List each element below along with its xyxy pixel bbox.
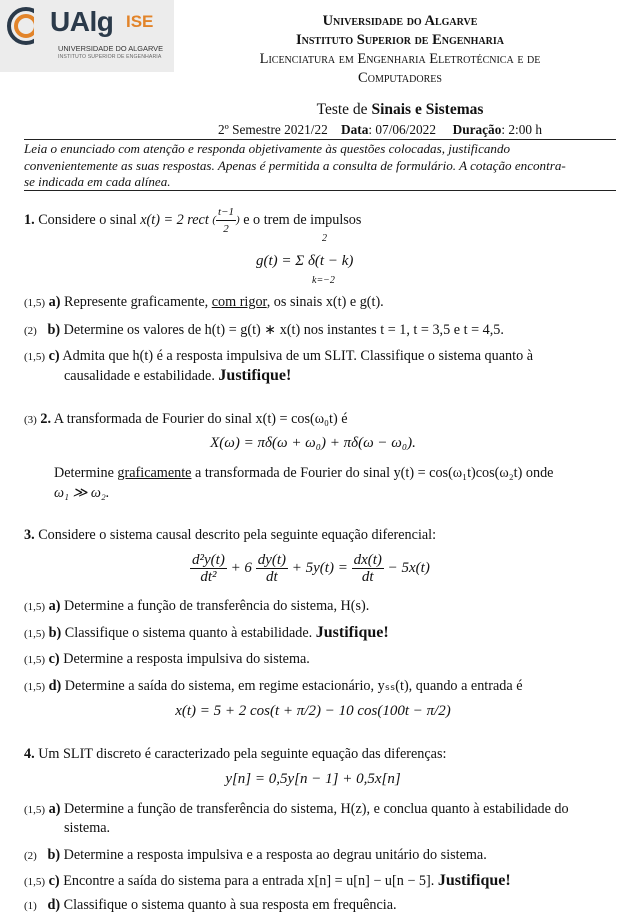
points-4a: (1,5) — [24, 804, 46, 816]
question-1a: (1,5) a) Represente graficamente, com rigor, os sinais x(t) e g(t). — [24, 294, 384, 310]
points-4d: (1) — [24, 900, 37, 912]
question-4a-cont: sistema. — [64, 820, 111, 836]
points-3a: (1,5) — [24, 601, 46, 613]
question-2-equation: X(ω) = πδ(ω + ω₀) + πδ(ω − ω₀). — [210, 435, 416, 451]
exam-date: : 07/06/2022 — [368, 122, 436, 137]
ualg-logo-mark-icon — [4, 6, 48, 46]
question-1c-cont: causalidade e estabilidade. Justifique! — [64, 367, 292, 384]
logo-brand: UAlg — [50, 6, 114, 37]
logo-university: UNIVERSIDADE DO ALGARVE — [58, 44, 164, 53]
question-1b: (2) b) Determine os valores de h(t) = g(t) ∗ x(t) nos instantes t = 1, t = 3,5 e t = 4,5. — [24, 322, 504, 338]
points-3d: (1,5) — [24, 681, 46, 693]
header-course: Licenciatura em Engenharia Eletrotécnica e de — [259, 51, 541, 67]
question-3-equation: $\frac{\text{d²y(t)}}{\text{dt²}}$ + 6 $\frac{dy(t)}{dt}$ + 5y(t) = $\frac{dx(t)}{dt}$ − 5x(t) — [192, 552, 430, 585]
university-logo — [0, 0, 174, 72]
question-2-statement: (3) 2. A transformada de Fourier do sinal x(t) = cos(ω₀t) é — [24, 411, 348, 427]
question-4-statement: 4. Um SLIT discreto é caracterizado pela seguinte equação das diferenças: — [24, 746, 447, 762]
divider-bottom — [24, 190, 616, 191]
question-1c: (1,5) c) Admita que h(t) é a resposta impulsiva de um SLIT. Classifique o sistema quanto à — [24, 348, 534, 364]
question-3b: (1,5) b) Classifique o sistema quanto à estabilidade. Justifique! — [24, 624, 389, 641]
points-3c: (1,5) — [24, 654, 46, 666]
exam-subject: Sinais e Sistemas — [371, 101, 484, 118]
question-3d: (1,5) d) Determine a saída do sistema, em regime estacionário, yₛₛ(t), quando a entrada é — [24, 678, 523, 694]
points-4b: (2) — [24, 850, 37, 862]
question-4a: (1,5) a) Determine a função de transferência do sistema, H(z), e conclua quanto à estabilidade do — [24, 801, 569, 817]
exam-meta: 2º Semestre 2021/22 Data: 07/06/2022 Duração: 2:00 h — [218, 122, 542, 137]
points-1a: (1,5) — [24, 297, 46, 309]
question-3c: (1,5) c) Determine a resposta impulsiva do sistema. — [24, 651, 310, 667]
logo-institute: INSTITUTO SUPERIOR DE ENGENHARIA — [58, 54, 162, 60]
divider-top — [24, 139, 616, 140]
question-2-task: Determine graficamente a transformada de Fourier do sinal y(t) = cos(ω₁t)cos(ω₂t) onde — [54, 465, 554, 481]
header-university: Universidade do Algarve — [322, 13, 478, 29]
question-1-equation: 2 g(t) = Σ δ(t − k) k=−2 — [256, 233, 354, 286]
points-3b: (1,5) — [24, 628, 46, 640]
question-3-statement: 3. Considere o sistema causal descrito pela seguinte equação diferencial: — [24, 527, 437, 543]
question-4-equation: y[n] = 0,5y[n − 1] + 0,5x[n] — [225, 771, 401, 787]
points-1c: (1,5) — [24, 351, 46, 363]
points-4c: (1,5) — [24, 876, 46, 888]
question-4c: (1,5) c) Encontre a saída do sistema para a entrada x[n] = u[n] − u[n − 5]. Justifique! — [24, 872, 511, 889]
header-institute: Instituto Superior de Engenharia — [296, 32, 504, 48]
question-4b: (2) b) Determine a resposta impulsiva e a resposta ao degrau unitário do sistema. — [24, 847, 487, 863]
question-3a: (1,5) a) Determine a função de transferência do sistema, H(s). — [24, 598, 370, 614]
rect-argument: ( $\frac{t-1}{2}$ ) — [212, 206, 240, 235]
points-1b: (2) — [24, 325, 37, 337]
question-4d: (1) d) Classifique o sistema quanto à sua resposta em frequência. — [24, 897, 397, 913]
exam-duration: : 2:00 h — [501, 122, 542, 137]
exam-instructions: Leia o enunciado com atenção e responda objetivamente às questões colocadas, justificando convenientemente as suas respostas. Apenas é permitida a consulta de formulário. A cotação encontra- se indicada em cada alínea. — [24, 141, 566, 189]
exam-semester: 2º Semestre 2021/22 — [218, 122, 328, 137]
header-course-cont: Computadores — [358, 70, 442, 86]
exam-title: Teste de Sinais e Sistemas — [316, 101, 484, 118]
question-2-condition: ω₁ ≫ ω₂. — [54, 485, 110, 501]
logo-school: ISE — [126, 12, 154, 31]
points-2: (3) — [24, 414, 37, 426]
question-1-statement: 1. Considere o sinal x(t) = 2 rect ( $\frac{t-1}{2}$ ) e o trem de impulsos — [24, 206, 362, 235]
question-3d-equation: x(t) = 5 + 2 cos(t + π/2) − 10 cos(100t − π/2) — [175, 703, 451, 719]
